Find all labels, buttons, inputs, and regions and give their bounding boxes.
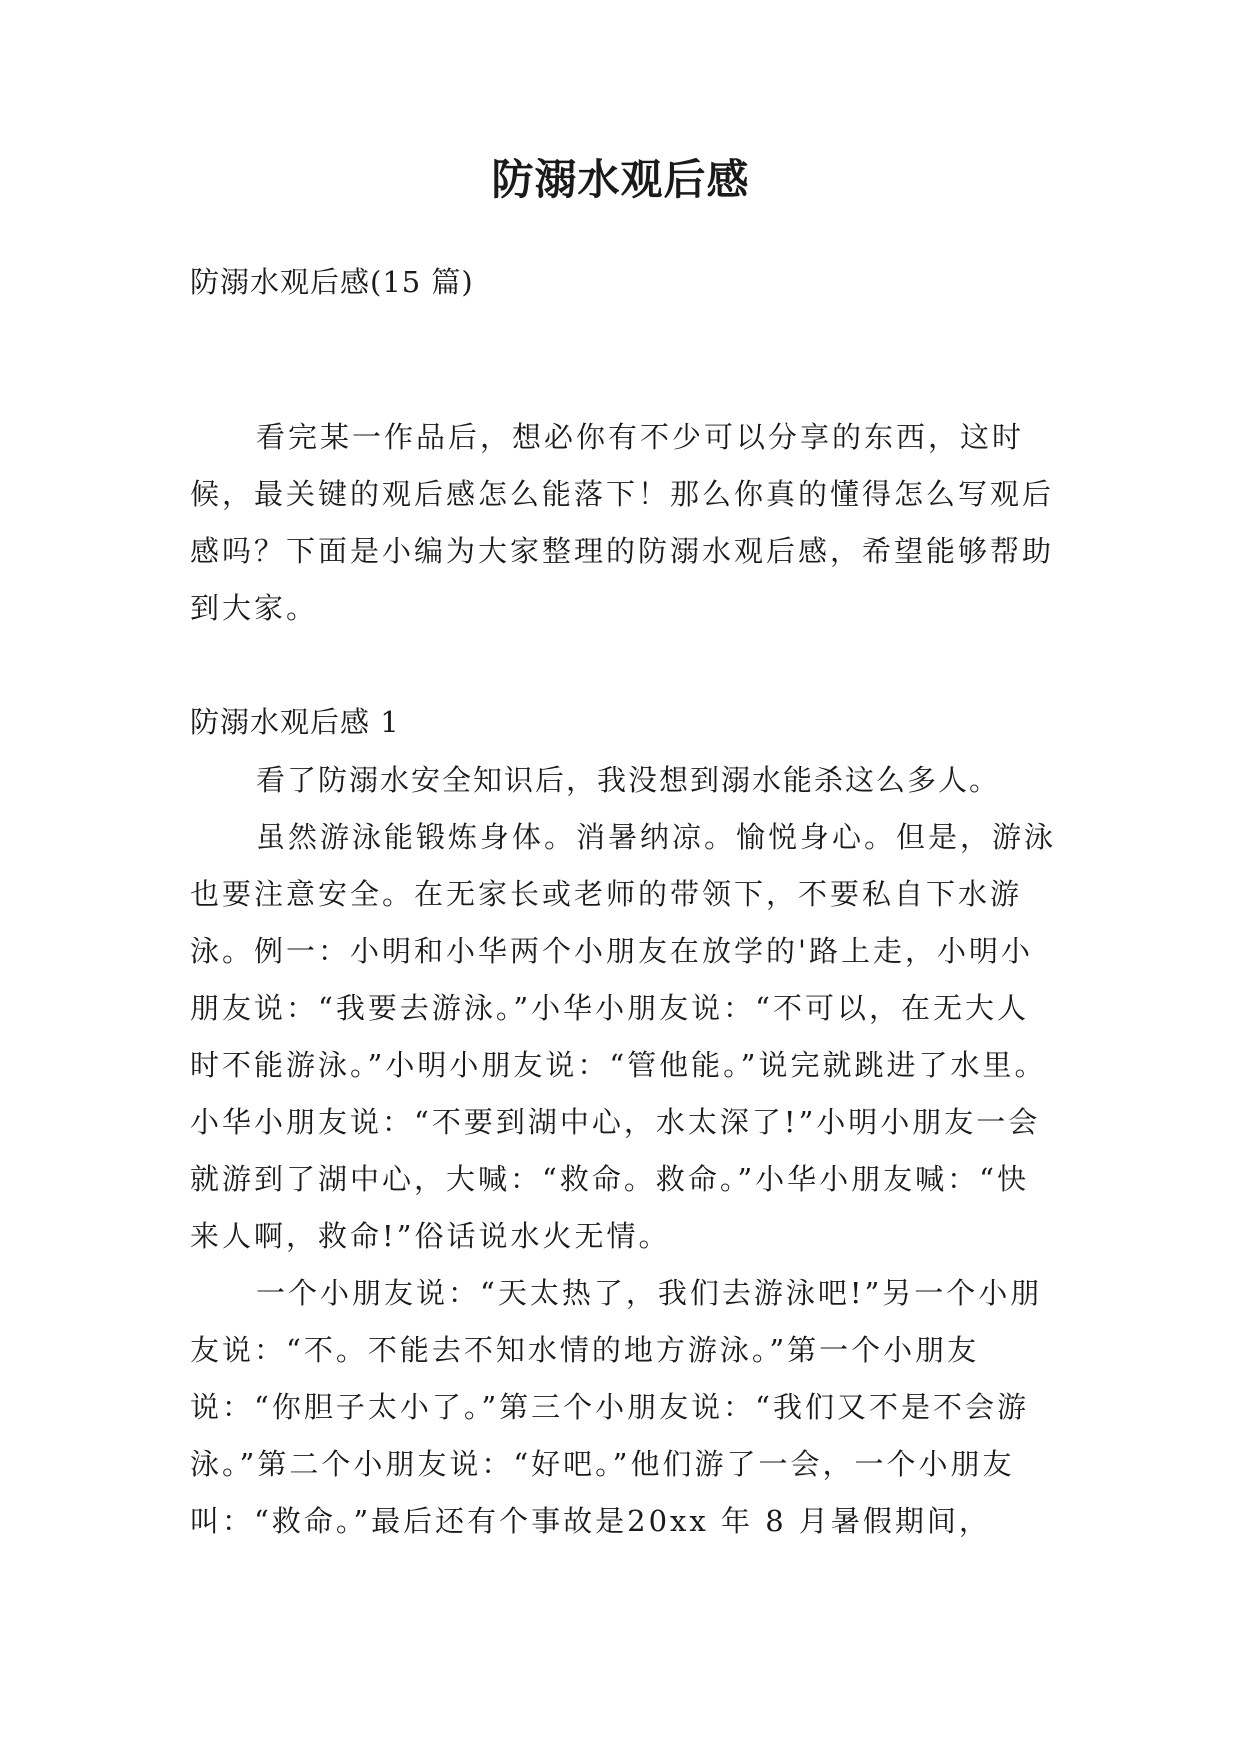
body-paragraph: 虽然游泳能锻炼身体。消暑纳凉。愉悦身心。但是，游泳也要注意安全。在无家长或老师的带领下，不要私自下水游泳。例一：小明和小华两个小朋友在放学的'路上走，小明小朋友说：“我要去游泳。”小华小朋友说：“不可以，在无大人时不能游泳。”小明小朋友说：“管他能。”说完就跳进了水里。小华小朋友说：“不要到湖中心，水太深了!”小明小朋友一会就游到了湖中心，大喊：“救命。救命。”小华小朋友喊：“快来人啊，救命!”俗话说水火无情。 [190, 820, 1057, 1253]
body-paragraph: 看了防溺水安全知识后，我没想到溺水能杀这么多人。 [256, 763, 1001, 797]
intro-paragraph: 看完某一作品后，想必你有不少可以分享的东西，这时候，最关键的观后感怎么能落下！那么你真的懂得怎么写观后感吗？下面是小编为大家整理的防溺水观后感，希望能够帮助到大家。 [190, 420, 1055, 625]
body-paragraph: 一个小朋友说：“天太热了，我们去游泳吧!”另一个小朋友说：“不。不能去不知水情的地方游泳。”第一个小朋友说：“你胆子太小了。”第三个小朋友说：“我们又不是不会游泳。”第二个小朋友说：“好吧。”他们游了一会，一个小朋友叫：“救命。”最后还有个事故是20xx 年 8 月暑假期间， [190, 1276, 1043, 1538]
section-heading: 防溺水观后感 1 [190, 705, 400, 739]
section-body [190, 752, 1060, 1550]
document-subtitle: 防溺水观后感(15 篇) [190, 265, 474, 299]
document-title: 防溺水观后感 [491, 155, 750, 204]
